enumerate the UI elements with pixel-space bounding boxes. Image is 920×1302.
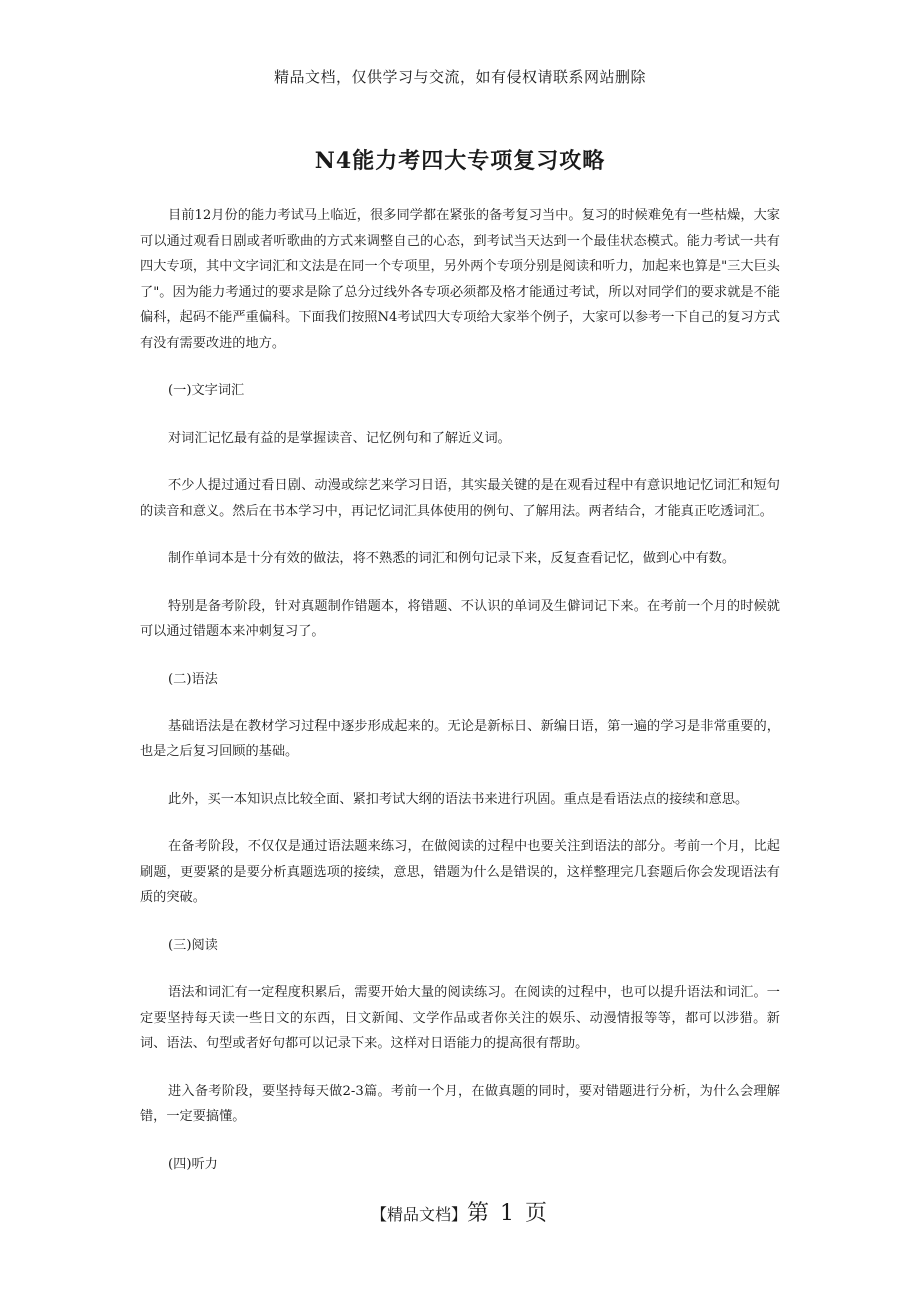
page-footer [0,1196,920,1227]
section-heading-reading: (三)阅读 [168,937,218,953]
footer-label: 【精品文档】 [371,1205,468,1224]
intro-paragraph: 目前12月份的能力考试马上临近，很多同学都在紧张的备考复习当中。复习的时候难免有一些枯燥，大家可以通过观看日剧或者听歌曲的方式来调整自己的心态，到考试当天达到一个最佳状态模式。能力考试一共有四大专项，其中文字词汇和文法是在同一个专项里，另外两个专项分别是阅读和听力，加起来也算是"三大巨头了"。因为能力考通过的要求是除了总分过线外各专项必须都及格才能通过考试，所以对同学们的要求就是不能偏科，起码不能严重偏科。下面我们按照N4考试四大专项给大家举个例子，大家可以参考一下自己的复习方式有没有需要改进的地方。 [140,208,780,351]
section-heading-grammar: (二)语法 [168,671,218,687]
paragraph: 在备考阶段，不仅仅是通过语法题来练习，在做阅读的过程中也要关注到语法的部分。考前一个月，比起刷题，更要紧的是要分析真题选项的接续，意思，错题为什么是错误的，这样整理完几套题后你会发现语法有质的突破。 [140,839,780,906]
paragraph: 基础语法是在教材学习过程中逐步形成起来的。无论是新标日、新编日语，第一遍的学习是非常重要的，也是之后复习回顾的基础。 [140,718,780,760]
document-title: N4能力考四大专项复习攻略 [314,148,606,174]
page-number: 第 1 页 [467,1201,549,1226]
section-heading-listening: (四)听力 [168,1156,218,1172]
paragraph: 此外，买一本知识点比较全面、紧扣考试大纲的语法书来进行巩固。重点是看语法点的接续和意思。 [168,791,749,807]
paragraph: 不少人提过通过看日剧、动漫或综艺来学习日语，其实最关键的是在观看过程中有意识地记忆词汇和短句的读音和意义。然后在书本学习中，再记忆词汇具体使用的例句、了解用法。两者结合，才能真正吃透词汇。 [140,478,780,519]
header-disclaimer: 精品文档，仅供学习与交流，如有侵权请联系网站删除 [273,68,646,86]
document-body [140,203,780,1199]
paragraph: 对词汇记忆最有益的是掌握读音、记忆例句和了解近义词。 [168,430,511,446]
paragraph: 特别是备考阶段，针对真题制作错题本，将错题、不认识的单词及生僻词记下来。在考前一个月的时候就可以通过错题本来冲刺复习了。 [140,598,780,640]
paragraph: 制作单词本是十分有效的做法，将不熟悉的词汇和例句记录下来，反复查看记忆，做到心中有数。 [168,551,736,567]
section-heading-vocabulary: (一)文字词汇 [168,383,245,399]
paragraph: 语法和词汇有一定程度积累后，需要开始大量的阅读练习。在阅读的过程中，也可以提升语法和词汇。一定要坚持每天读一些日文的东西，日文新闻、文学作品或者你关注的娱乐、动漫情报等等，都可以涉猎。新词、语法、句型或者好句都可以记录下来。这样对日语能力的提高很有帮助。 [140,985,780,1052]
paragraph: 进入备考阶段，要坚持每天做2-3篇。考前一个月，在做真题的同时，要对错题进行分析，为什么会理解错，一定要搞懂。 [140,1083,780,1125]
